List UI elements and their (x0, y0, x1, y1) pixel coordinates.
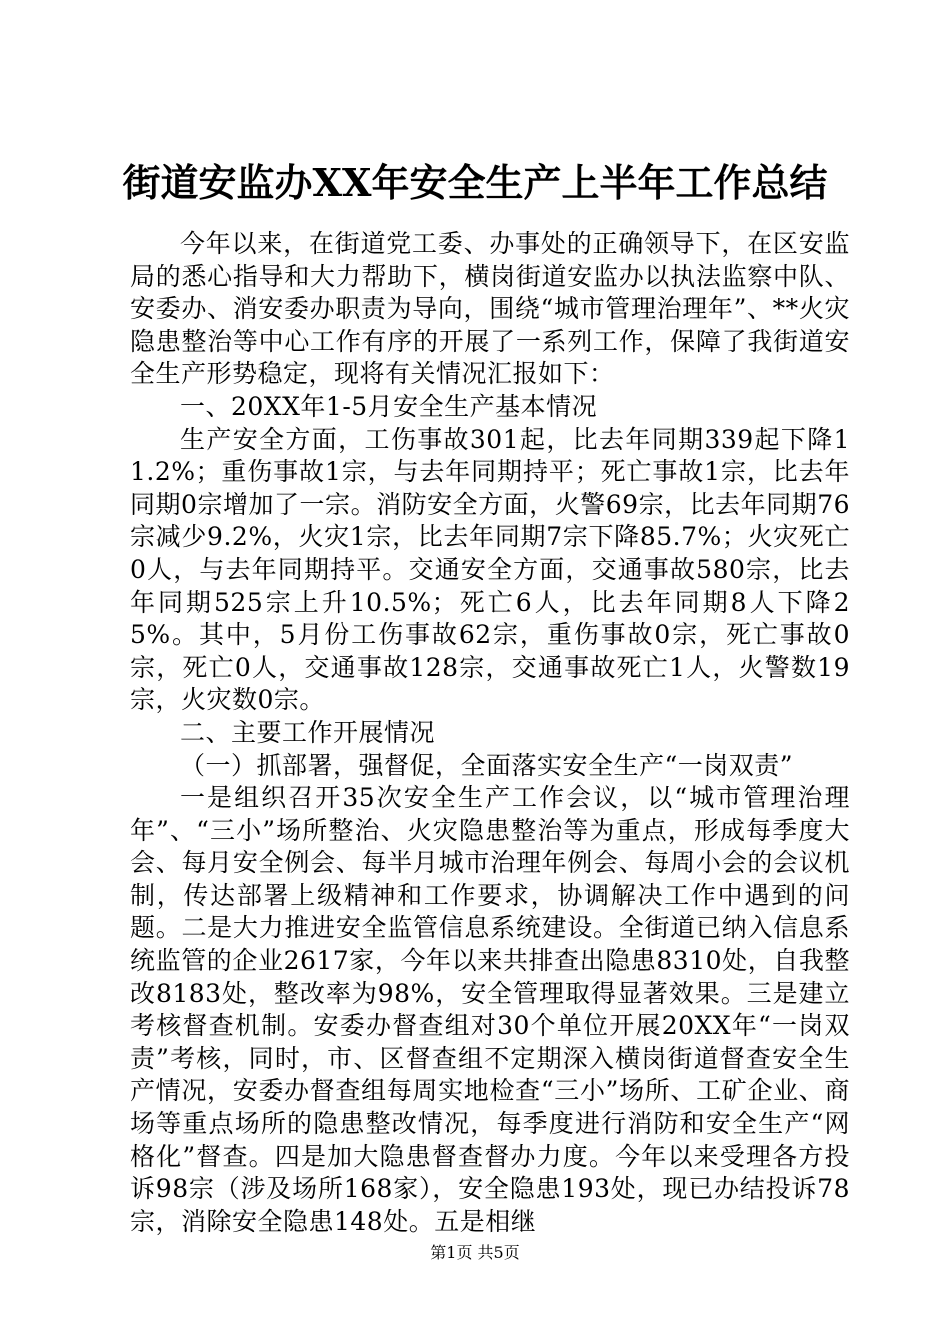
document-title: 街道安监办XX年安全生产上半年工作总结 (122, 160, 828, 205)
work-details-paragraph: 一是组织召开35次安全生产工作会议，以“城市管理治理年”、“三小”场所整治、火灾隐患整治等为重点，形成每季度大会、每月安全例会、每半月城市治理年例会、每周小会的会议机制，传达部署上级精神和工作要求，协调解决工作中遇到的问题。二是大力推进安全监管信息系统建设。全街道已纳入信息系统监管的企业2617家，今年以来共排查出隐患8310处，自我整改8183处，整改率为98%，安全管理取得显著效果。三是建立考核督查机制。安委办督查组对30个单位开展20XX年“一岗双责”考核，同时，市、区督查组不定期深入横岗街道督查安全生产情况，安委办督查组每周实地检查“三小”场所、工矿企业、商场等重点场所的隐患整改情况，每季度进行消防和安全生产“网格化”督查。四是加大隐患督查督办力度。今年以来受理各方投诉98宗（涉及场所168家），安全隐患193处，现已办结投诉78宗，消除安全隐患148处。五是相继 (130, 783, 850, 1236)
page-footer: 第1页 共5页 (430, 1243, 520, 1262)
subsection-heading-1: （一）抓部署，强督促，全面落实安全生产“一岗双责” (180, 750, 794, 780)
section-heading-1: 一、20XX年1-5月安全生产基本情况 (180, 391, 598, 421)
section-heading-2: 二、主要工作开展情况 (180, 717, 436, 747)
intro-paragraph: 今年以来，在街道党工委、办事处的正确领导下，在区安监局的悉心指导和大力帮助下，横岗街道安监办以执法监察中队、安委办、消安委办职责为导向，围绕“城市管理治理年”、**火灾隐患整治等中心工作有序的开展了一系列工作，保障了我街道安全生产形势稳定，现将有关情况汇报如下： (130, 229, 850, 389)
document-body (130, 228, 850, 1238)
statistics-paragraph: 生产安全方面，工伤事故301起，比去年同期339起下降11.2%；重伤事故1宗，与去年同期持平；死亡事故1宗，比去年同期0宗增加了一宗。消防安全方面，火警69宗，比去年同期76宗减少9.2%，火灾1宗，比去年同期7宗下降85.7%；火灾死亡0人，与去年同期持平。交通安全方面，交通事故580宗，比去年同期525宗上升10.5%；死亡6人，比去年同期8人下降25%。其中，5月份工伤事故62宗，重伤事故0宗，死亡事故0宗，死亡0人，交通事故128宗，交通事故死亡1人，火警数19宗，火灾数0宗。 (130, 424, 850, 715)
